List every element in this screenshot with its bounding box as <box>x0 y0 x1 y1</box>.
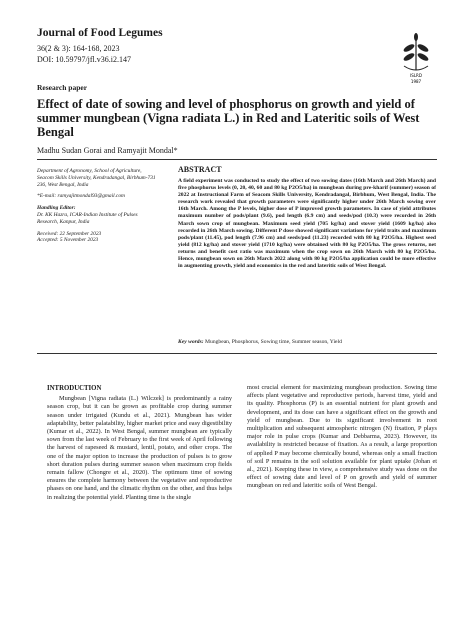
journal-doi: DOI: 10.59797/jfl.v36.i2.147 <box>37 55 131 64</box>
abstract-heading: ABSTRACT <box>178 165 222 174</box>
article-title-text: Effect of date of sowing and level of phosphorus on growth and yield of summer mungbean (Vigna radiata L.) in Red and Lateritic soils of West Bengal <box>37 97 420 139</box>
abstract-divider <box>37 353 437 354</box>
affiliation: Department of Agronomy, School of Agriculture, Seacom Skills University, Kendradangal, Birbhum-731 236, West Bengal, India <box>37 168 156 188</box>
abstract-section <box>178 165 436 270</box>
introduction-heading: INTRODUCTION <box>47 385 102 392</box>
keywords-text: Mungbean, Phosphorus, Sowing time, Summer season, Yield <box>205 339 342 345</box>
logo-caption: ISLRD <box>410 73 422 78</box>
intro-paragraph-left: Mungbean [Vigna radiata (L.) Wilczek] is predominantly a rainy season crop, but it can be grown as profitable crop during summer season under irrigated (Kundu et al., 2021). Mungbean has wider adaptability, better palatability, higher market price and easy digestibility (Kumar et al., 2022). In West Bengal, summer mungbean are typically sown from the last week of February to the first week of April following the harvest of rapeseed & mustard, lentil, potato, and other crops. The one of the major option to increase the production of pulses is to grow short duration pulses during summer season when maximum crop fields remain fallow (Chongre et al., 2020). The optimum time of sowing ensures the complete harmony between the vegetative and reproductive phases on one hand, and the climatic rhythm on the other, and thus helps in realizing the potential yield. Planting time is the single <box>47 395 232 501</box>
header-divider <box>37 159 437 160</box>
received-date: Received: 22 September 2023 <box>37 230 102 237</box>
article-sidebar <box>37 168 157 249</box>
journal-issue: 36(2 & 3): 164-168, 2023 <box>37 44 120 53</box>
article-type: Research paper <box>37 83 88 92</box>
intro-paragraph-right: most crucial element for maximizing mungbean production. Sowing time affects plant vegetative and reproductive periods, harvest time, yield and its quality. Phosphorus (P) is an essential nutrient for plant growth and development, and its dose can have a significant effect on the growth and yield of mungbean. Due to its significant involvement in root multiplication and subsequent atmospheric nitrogen (N) fixation, P plays major role in pulse crops (Kumar and Debbarma, 2023). However, its availability is restricted because of fixation. As a result, a large proportion of applied P may become chemically bound, whereas only a small fraction of soil P remains in the soil solution available for plant uptake (Johan et al., 2021). Keeping these in view, a comprehensive study was done on the effect of sowing date and level of P on growth and yield of summer mungbean on red and lateritic soils of West Bengal. <box>247 384 437 490</box>
abstract-text: A field experiment was conducted to study the effect of two sowing dates (16th March and 26th March) and five phosphorus levels (0, 20, 40, 60 and 80 kg P2O5/ha) in mungbean during pre-kharif (summer) season of 2022 at Instructional Farm of Seacom Skills University, Kendradangal, Birbhum, West Bengal, India. The research work revealed that growth parameters were significantly higher under 26th March sowing over 16th March. Among the P levels, higher dose of P improved growth parameters. In case of yield attributes maximum number of pods/plant (9.6), pod length (6.9 cm) and seeds/pod (10.3) were recorded in 26th March sown crop of mungbean. Maximum seed yield (705 kg/ha) and stover yield (1609 kg/ha) also recorded in 26th March sowing. Different P dose showed significant variations for yield traits and maximum pods/plant (11.45), pod length (7.96 cm) and seeds/pod (11.23) recorded with 80 kg P2O5/ha. Highest seed yield (812 kg/ha) and stover yield (1710 kg/ha) were obtained with 80 kg P2O5/ha. The gross returns, net returns and benefit cost ratio was maximum when the crop sown on 26th March with 80 kg P2O5/ha. Hence, mungbean sown on 26th March 2022 along with 80 kg P2O5/ha application could be more effective in augmenting growth, yield and economics in the red and lateritic soils of West Bengal. <box>178 178 436 270</box>
keywords-label: Key words: <box>178 339 204 345</box>
accepted-date: Accepted: 5 November 2023 <box>37 237 99 244</box>
sprout-logo-icon <box>396 30 436 86</box>
author-list: Madhu Sudan Gorai and Ramyajit Mondal* <box>37 146 178 155</box>
corresponding-email[interactable]: *E-mail: ramyajitmondal93@gmail.com <box>37 193 125 200</box>
handling-editor-heading: Handling Editor: <box>37 205 76 212</box>
body-column-left <box>47 385 232 502</box>
article-title <box>37 97 437 139</box>
keywords <box>178 339 436 346</box>
body-column-right <box>247 384 437 491</box>
society-logo <box>396 30 436 86</box>
logo-year: 1987 <box>410 79 422 84</box>
handling-editor: Dr. KK Hazra, ICAR-Indian Institute of Pulses Research, Kanpur, India <box>37 211 138 225</box>
journal-title: Journal of Food Legumes <box>37 27 163 39</box>
